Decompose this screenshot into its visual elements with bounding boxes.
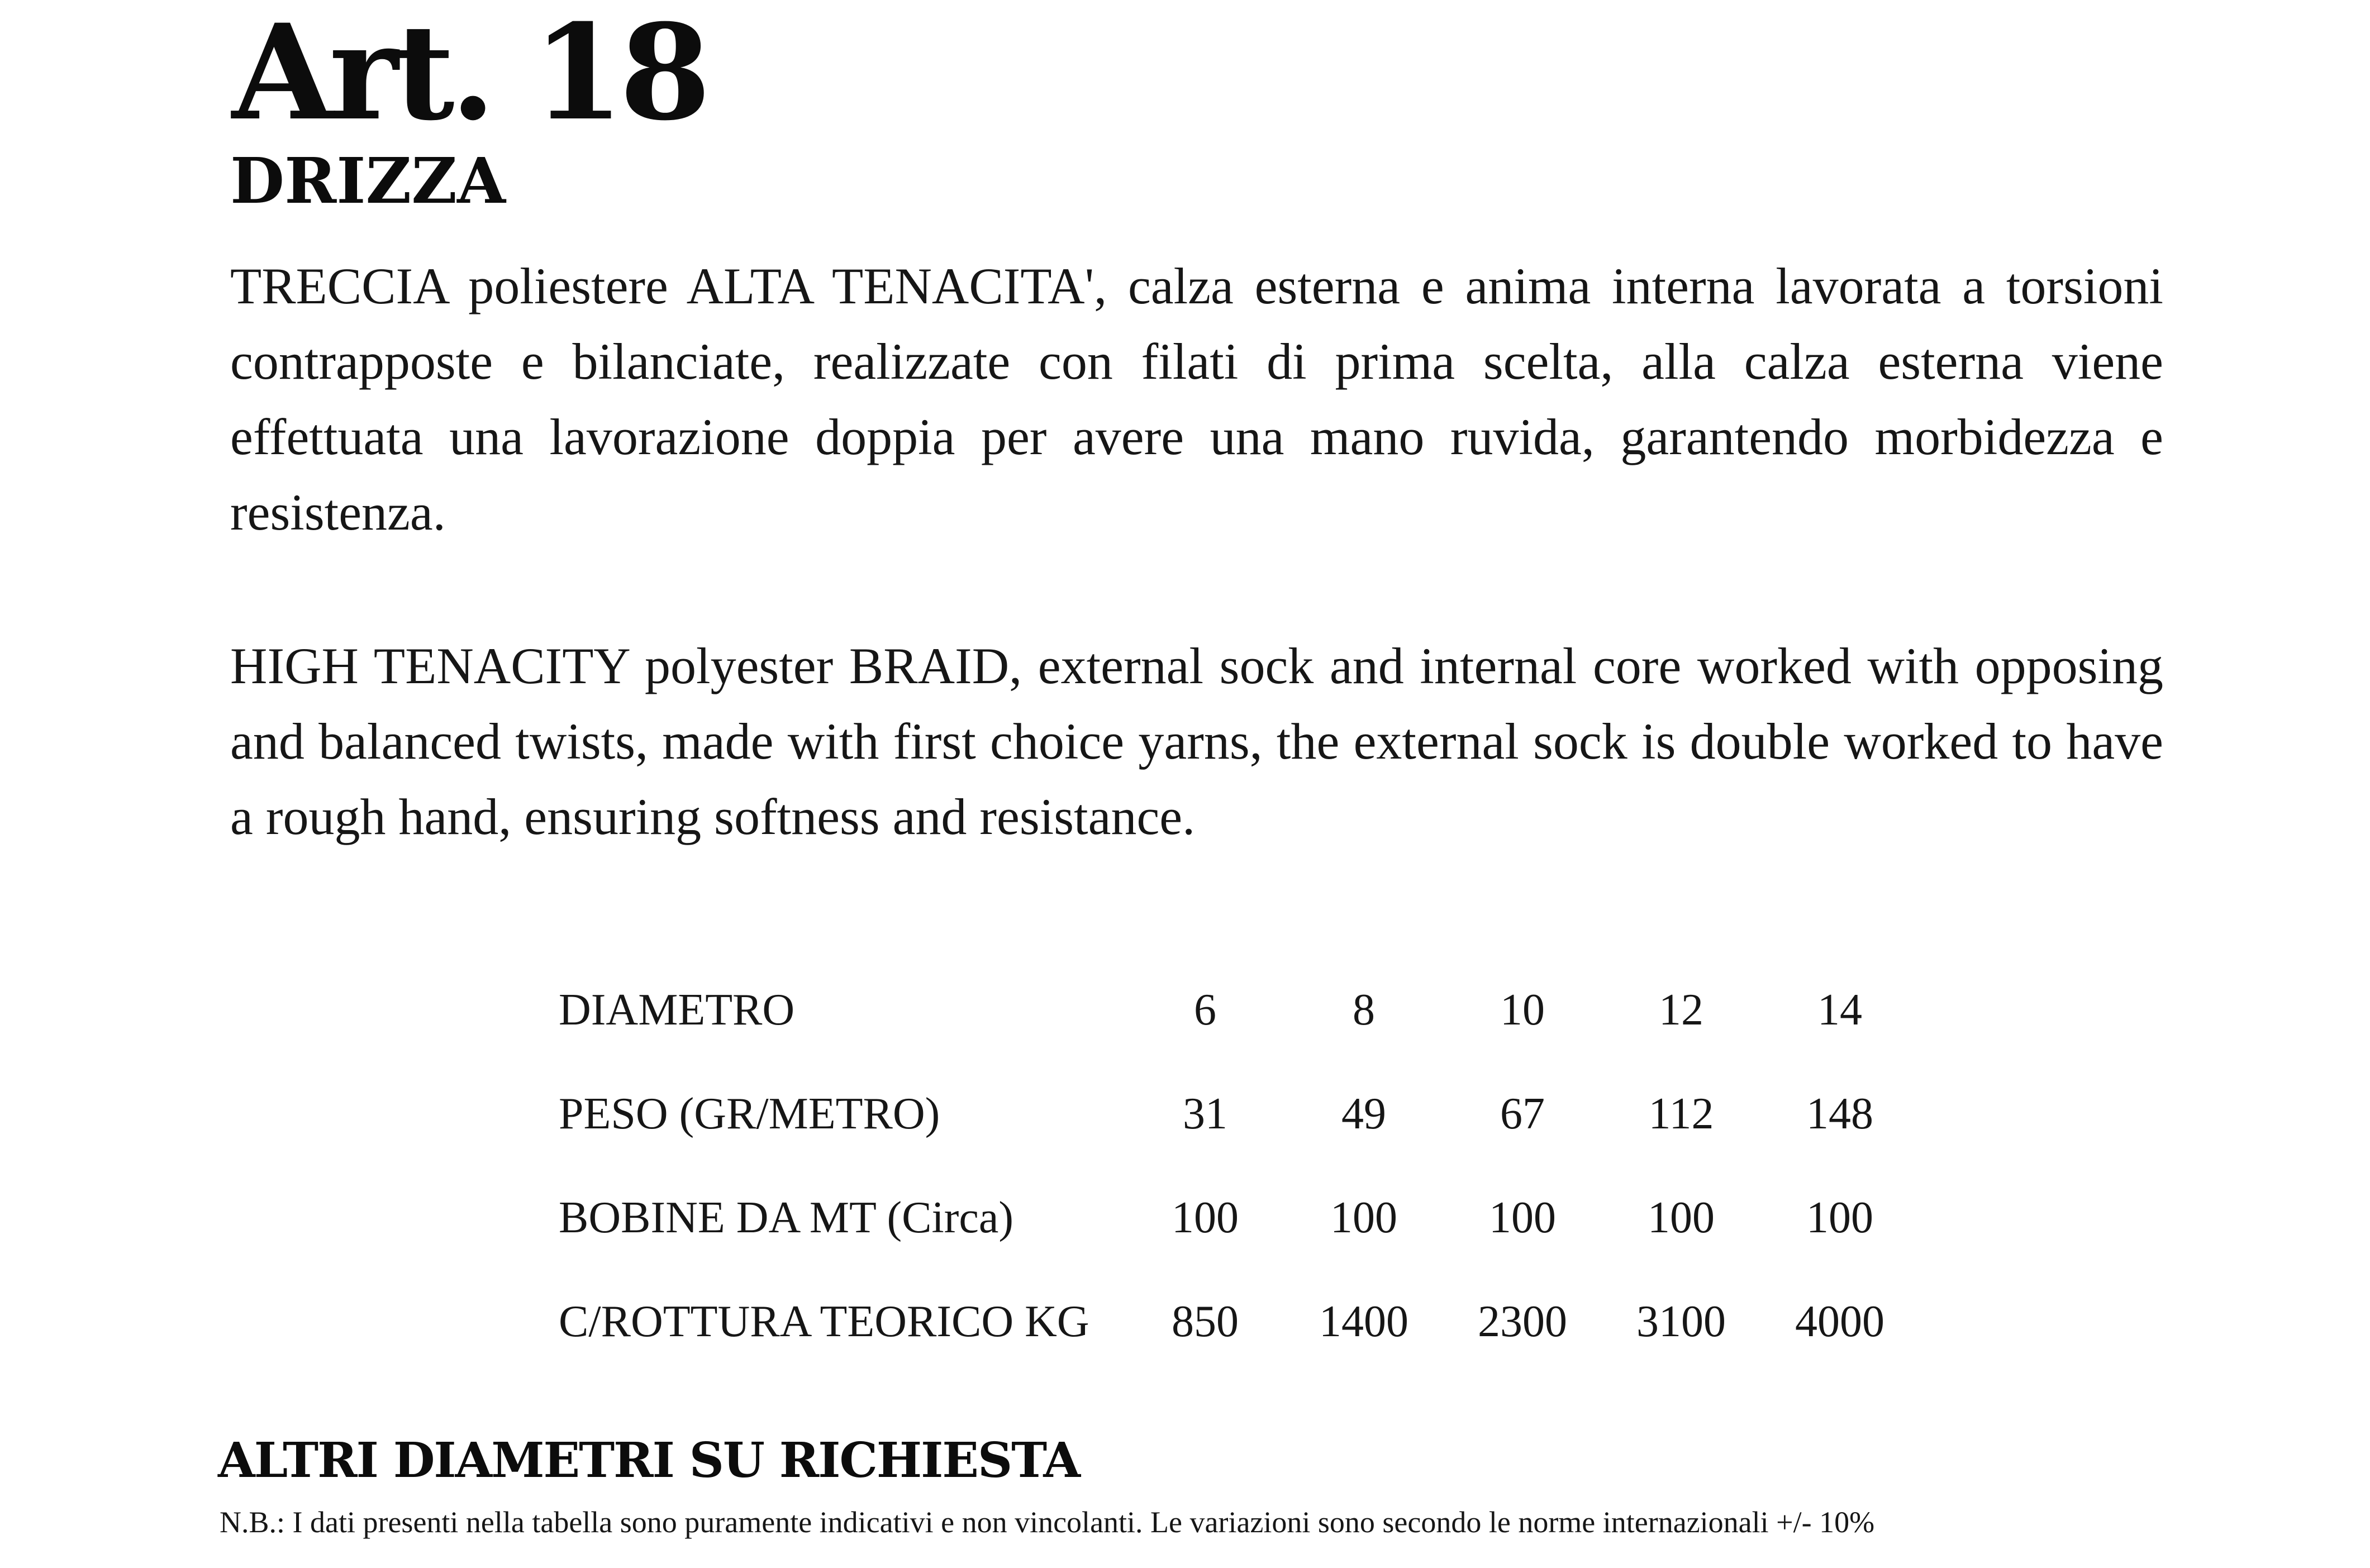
table-row-bobine xyxy=(559,1166,1919,1270)
table-row-peso xyxy=(559,1062,1919,1166)
table-cell: 3100 xyxy=(1636,1297,1726,1346)
table-cell: 100 xyxy=(1648,1193,1715,1242)
table-cell: 8 xyxy=(1353,985,1375,1035)
description-english: HIGH TENACITY polyester BRAID, external sock and internal core worked with opposing and balanced twists, made with first choice yarns, the external sock is double worked to have a rough hand, ensuring softness and resistance. xyxy=(230,637,2163,845)
table-cell: 2300 xyxy=(1478,1297,1567,1346)
table-cell: 850 xyxy=(1172,1297,1239,1346)
table-cell: 12 xyxy=(1659,985,1703,1035)
table-cell: 100 xyxy=(1172,1193,1239,1242)
row-label: DIAMETRO xyxy=(559,985,795,1035)
table-row-diametro xyxy=(559,958,1919,1062)
table-cell: 100 xyxy=(1489,1193,1556,1242)
table-cell: 112 xyxy=(1648,1089,1714,1138)
disclaimer-note: N.B.: I dati presenti nella tabella sono puramente indicativi e non vincolanti. Le variazioni sono secondo le norme internazionali +/- 10% xyxy=(220,1505,1875,1539)
article-title: Art. 18 xyxy=(232,0,707,150)
other-diameters-heading: ALTRI DIAMETRI SU RICHIESTA xyxy=(218,1432,1080,1489)
table-cell: 100 xyxy=(1330,1193,1397,1242)
table-cell: 31 xyxy=(1183,1089,1227,1138)
product-name: DRIZZA xyxy=(230,145,506,218)
table-cell: 10 xyxy=(1500,985,1545,1035)
table-cell: 67 xyxy=(1500,1089,1545,1138)
row-label: BOBINE DA MT (Circa) xyxy=(559,1193,1013,1242)
specifications-table xyxy=(559,958,1919,1374)
table-cell: 1400 xyxy=(1319,1297,1408,1346)
table-cell: 49 xyxy=(1341,1089,1386,1138)
table-cell: 6 xyxy=(1194,985,1216,1035)
table-cell: 100 xyxy=(1806,1193,1873,1242)
table-row-rottura xyxy=(559,1270,1919,1374)
table-cell: 4000 xyxy=(1795,1297,1884,1346)
table-cell: 14 xyxy=(1817,985,1862,1035)
row-label: PESO (GR/METRO) xyxy=(559,1089,940,1138)
description-italian: TRECCIA poliestere ALTA TENACITA', calza esterna e anima interna lavorata a torsioni contrapposte e bilanciate, realizzate con filati di prima scelta, alla calza esterna viene effettuata una lavorazione doppia per avere una mano ruvida, garantendo morbidezza e resistenza. xyxy=(230,258,2163,541)
row-label: C/ROTTURA TEORICO KG xyxy=(559,1297,1089,1346)
table-cell: 148 xyxy=(1806,1089,1873,1138)
